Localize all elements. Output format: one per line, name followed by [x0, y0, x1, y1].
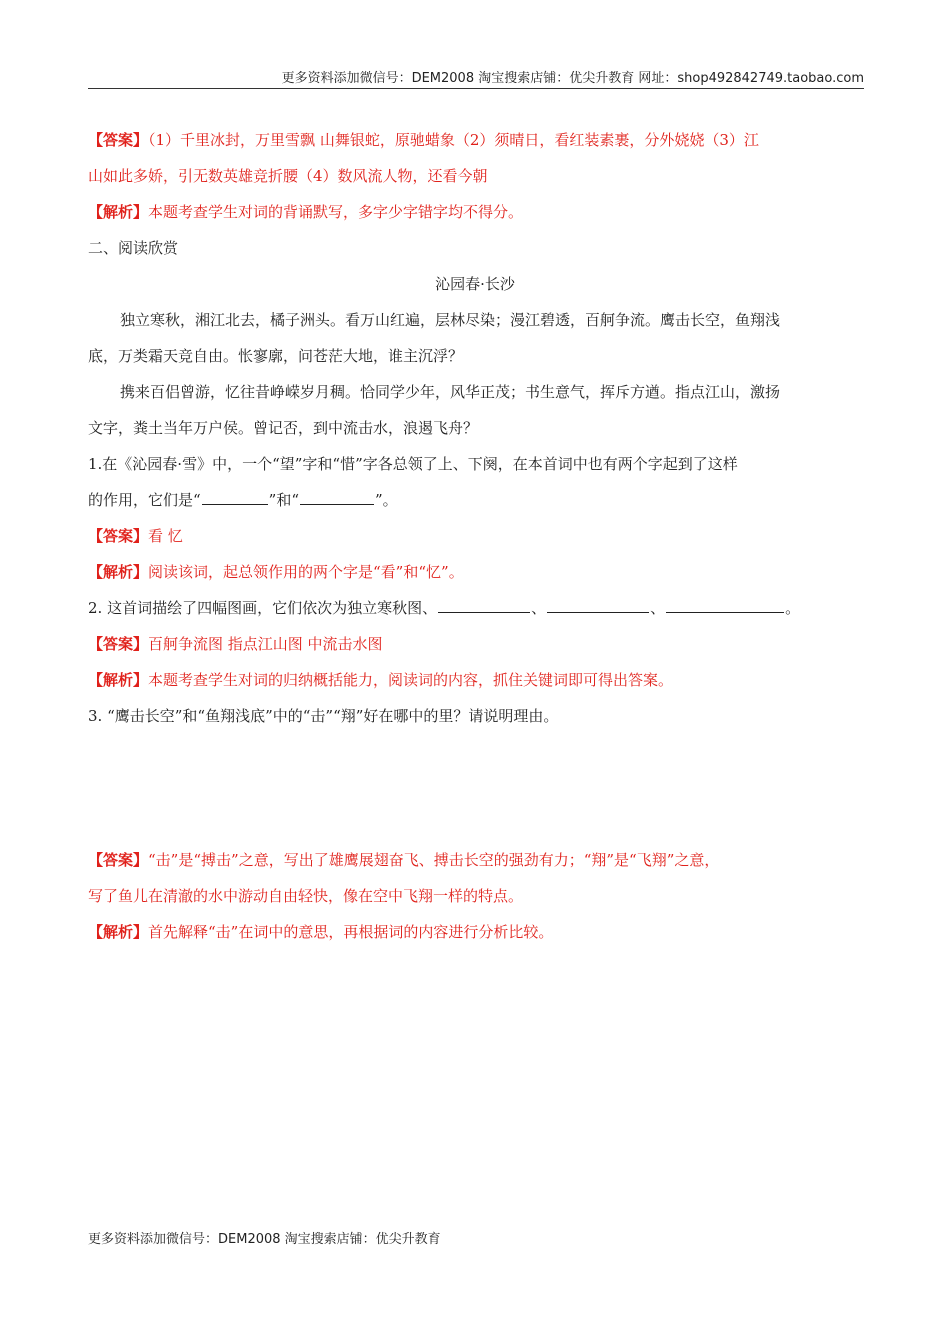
- poem-line-1: 独立寒秋，湘江北去，橘子洲头。看万山红遍，层林尽染；漫江碧透，百舸争流。鹰击长空，鱼翔浅: [120, 311, 781, 329]
- answer-tag: 【答案】: [88, 635, 149, 653]
- answer-blank[interactable]: [666, 598, 784, 613]
- page-footer: 更多资料添加微信号：DEM2008 淘宝搜索店铺：优尖升教育: [88, 1232, 441, 1247]
- answer-blank[interactable]: [202, 490, 268, 505]
- page-header: 更多资料添加微信号：DEM2008 淘宝搜索店铺：优尖升教育 网址：shop492842749.taobao.com: [281, 71, 864, 86]
- question-2-analysis: 【解析】本题考查学生对词的归纳概括能力，阅读词的内容，抓住关键词即可得出答案。: [88, 671, 674, 689]
- question-3-answer-line2: 写了鱼儿在清澈的水中游动自由轻快，像在空中飞翔一样的特点。: [88, 887, 524, 905]
- part1-analysis: 【解析】本题考查学生对词的背诵默写，多字少字错字均不得分。: [88, 203, 524, 221]
- answer-space: [88, 734, 862, 842]
- analysis-tag: 【解析】: [88, 671, 149, 689]
- question-3-analysis: 【解析】首先解释“击”在词中的意思，再根据词的内容进行分析比较。: [88, 923, 554, 941]
- poem-line-3: 携来百侣曾游，忆往昔峥嵘岁月稠。恰同学少年，风华正茂；书生意气，挥斥方遒。指点江山，激扬: [120, 383, 781, 401]
- question-3: 3. “鹰击长空”和“鱼翔浅底”中的“击”“翔”好在哪中的里？请说明理由。: [88, 707, 559, 725]
- poem-title: 沁园春·长沙: [435, 275, 515, 293]
- analysis-tag: 【解析】: [88, 203, 149, 221]
- question-1-answer: 【答案】看 忆: [88, 527, 183, 545]
- poem-line-4: 文字，粪土当年万户侯。曾记否，到中流击水，浪遏飞舟？: [88, 419, 479, 437]
- analysis-tag: 【解析】: [88, 563, 149, 581]
- part1-answer-line1: 【答案】（1）千里冰封，万里雪飘 山舞银蛇，原驰蜡象（2）须晴日，看红装素裹，分外娆娆（3）江: [88, 131, 759, 149]
- answer-tag: 【答案】: [88, 851, 149, 869]
- part1-answer-line2: 山如此多娇，引无数英雄竞折腰（4）数风流人物，还看今朝: [88, 167, 488, 185]
- analysis-tag: 【解析】: [88, 923, 149, 941]
- answer-blank[interactable]: [438, 598, 530, 613]
- question-1-line2: 的作用，它们是“ ”和“ ”。: [88, 491, 398, 509]
- question-1-line1: 1.在《沁园春·雪》中，一个“望”字和“惜”字各总领了上、下阕，在本首词中也有两个字起到了这样: [88, 455, 738, 473]
- answer-tag: 【答案】: [88, 131, 149, 149]
- answer-blank[interactable]: [547, 598, 649, 613]
- section-title: 二、阅读欣赏: [88, 239, 179, 257]
- header-rule: [88, 88, 864, 89]
- document-body: [88, 122, 862, 950]
- answer-blank[interactable]: [300, 490, 374, 505]
- question-2-answer: 【答案】百舸争流图 指点江山图 中流击水图: [88, 635, 383, 653]
- question-1-analysis: 【解析】阅读该词，起总领作用的两个字是“看”和“忆”。: [88, 563, 464, 581]
- question-2: 2. 这首词描绘了四幅图画，它们依次为独立寒秋图、 、 、 。: [88, 599, 801, 617]
- answer-tag: 【答案】: [88, 527, 149, 545]
- question-3-answer-line1: 【答案】“击”是“搏击”之意，写出了雄鹰展翅奋飞、搏击长空的强劲有力；“翔”是“飞翔”之意，: [88, 851, 720, 869]
- poem-line-2: 底，万类霜天竞自由。怅寥廓，问苍茫大地，谁主沉浮？: [88, 347, 464, 365]
